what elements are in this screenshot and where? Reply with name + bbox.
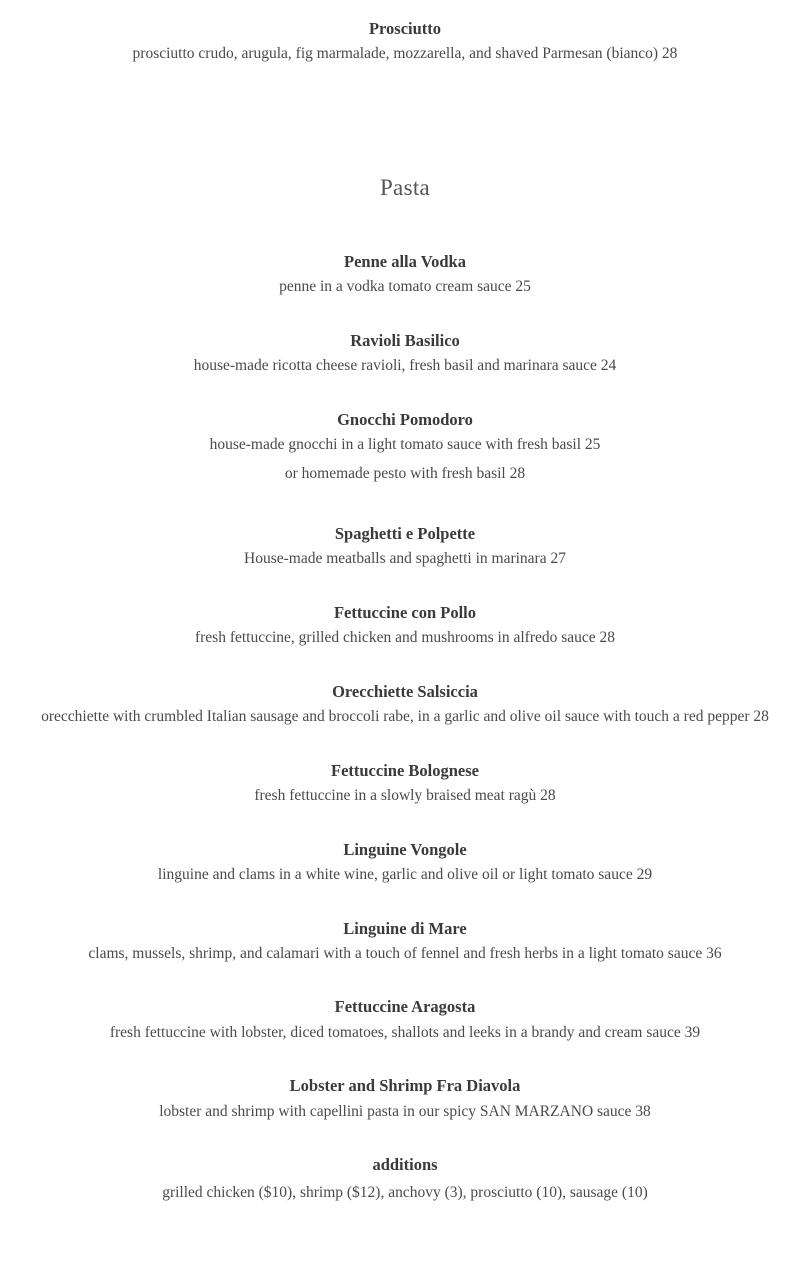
item-desc-linguine-vongole: linguine and clams in a white wine, garlic and olive oil or light tomato sauce 29 [157,866,653,883]
item-desc-fettuccine-bolognese: fresh fettuccine in a slowly braised meat ragù 28 [254,787,556,804]
item-name-ravioli-basilico: Ravioli Basilico [350,331,460,350]
item-desc-gnocchi-pesto: or homemade pesto with fresh basil 28 [284,465,526,482]
section-title-pasta: Pasta [379,175,431,200]
item-name-fettuccine-con-pollo: Fettuccine con Pollo [333,603,477,622]
item-name-spaghetti-e-polpette: Spaghetti e Polpette [334,524,476,543]
additions-title: additions [372,1155,438,1174]
item-desc-linguine-di-mare: clams, mussels, shrimp, and calamari with a touch of fennel and fresh herbs in a light tomato sauce 36 [88,945,722,962]
item-name-lobster-shrimp-fra-diavola: Lobster and Shrimp Fra Diavola [289,1076,521,1095]
item-name-orecchiette-salsiccia: Orecchiette Salsiccia [332,682,478,701]
item-desc-fettuccine-aragosta: fresh fettuccine with lobster, diced tomatoes, shallots and leeks in a brandy and cream sauce 39 [109,1024,701,1041]
item-name-gnocchi-pomodoro: Gnocchi Pomodoro [337,410,473,429]
item-desc-orecchiette-salsiccia: orecchiette with crumbled Italian sausage and broccoli rabe, in a garlic and olive oil sauce with touch a red pepper 28 [41,708,769,725]
item-desc-fettuccine-con-pollo: fresh fettuccine, grilled chicken and mushrooms in alfredo sauce 28 [194,629,616,646]
item-name-penne-alla-vodka: Penne alla Vodka [344,252,466,271]
item-desc-penne-alla-vodka: penne in a vodka tomato cream sauce 25 [279,278,531,295]
item-name-fettuccine-bolognese: Fettuccine Bolognese [330,761,479,780]
item-desc-gnocchi-pomodoro: house-made gnocchi in a light tomato sauce with fresh basil 25 [209,436,601,453]
additions-desc: grilled chicken ($10), shrimp ($12), anchovy (3), prosciutto (10), sausage (10) [162,1184,648,1201]
item-desc-spaghetti-e-polpette: House-made meatballs and spaghetti in marinara 27 [244,550,566,567]
item-name-prosciutto: Prosciutto [368,19,442,38]
item-desc-ravioli-basilico: house-made ricotta cheese ravioli, fresh basil and marinara sauce 24 [193,357,617,374]
item-name-linguine-vongole: Linguine Vongole [343,840,467,859]
item-name-fettuccine-aragosta: Fettuccine Aragosta [334,997,476,1016]
item-desc-lobster-shrimp-fra-diavola: lobster and shrimp with capellini pasta in our spicy SAN MARZANO sauce 38 [159,1103,651,1120]
item-desc-prosciutto: prosciutto crudo, arugula, fig marmalade, mozzarella, and shaved Parmesan (bianco) 28 [132,45,678,62]
item-name-linguine-di-mare: Linguine di Mare [343,919,467,938]
